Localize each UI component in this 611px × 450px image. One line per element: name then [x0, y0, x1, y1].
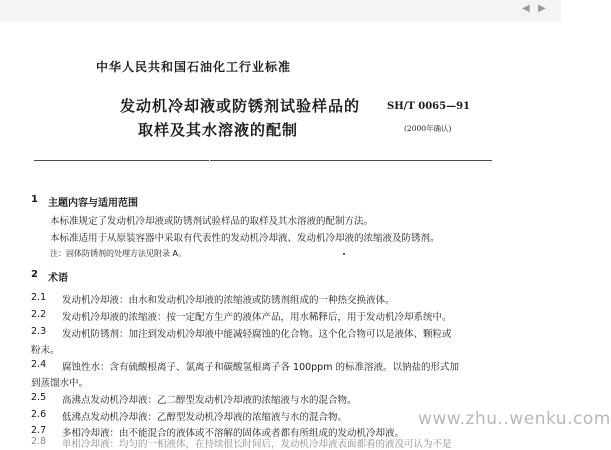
item-2-1-number: 2.1: [31, 292, 47, 303]
item-2-8-number: 2.8: [31, 436, 47, 447]
site-watermark: www.zhu..wenku.com: [418, 409, 611, 429]
section-2-heading: 术语: [48, 273, 68, 284]
next-page-arrow-icon[interactable]: ▶: [538, 3, 546, 14]
scan-speck: [343, 253, 345, 255]
item-2-7-text: 多相冷却液：由不能混合的液体或不溶解的固体或者都有所组成的发动机冷却液。: [62, 428, 405, 439]
item-2-4-continuation: 到蒸馏水中。: [31, 378, 89, 389]
section-2-number: 2: [31, 269, 38, 280]
standard-code: SH/T 0065—91: [387, 101, 470, 112]
item-2-4-text: 腐蚀性水：含有硫酸根离子、氯离子和碳酸氢根离子各 100ppm 的标准溶液。以钠盐的形式加: [62, 362, 459, 373]
section-1-heading: 主题内容与适用范围: [48, 198, 138, 209]
standard-header: 中华人民共和国石油化工行业标准: [96, 60, 292, 74]
document-page: [0, 22, 561, 450]
viewer-toolbar: [0, 0, 561, 22]
item-2-4-number: 2.4: [31, 359, 47, 370]
item-2-5-number: 2.5: [31, 392, 47, 403]
item-2-2-text: 发动机冷却液的浓缩液：按一定配方生产的液体产品，用水稀释后，用于发动机冷却系统中。: [62, 312, 452, 323]
section-1-paragraph-1: 本标准规定了发动机冷却液或防锈剂试验样品的取样及其水溶液的配制方法。: [50, 216, 374, 227]
item-2-6-text: 低沸点发动机冷却液：乙醇型发动机冷却液的浓缩液与水的混合物。: [62, 412, 348, 423]
previous-page-arrow-icon[interactable]: ◀: [522, 3, 530, 14]
item-2-3-text: 发动机防锈剂：加注到发动机冷却液中能减轻腐蚀的化合物。这个化合物可以是液体、颗粒或: [62, 329, 452, 340]
header-divider-right: [210, 160, 492, 161]
item-2-2-number: 2.2: [31, 309, 47, 320]
item-2-1-text: 发动机冷却液：由水和发动机冷却液的浓缩液或防锈剂组成的一种热交换液体。: [62, 295, 395, 306]
section-1-paragraph-2: 本标准适用于从原装容器中采取有代表性的发动机冷却液、发动机冷却液的浓缩液及防锈剂。: [50, 233, 440, 244]
item-2-8-text: 单相冷却液：均匀的一相液体，在持续很长时间后，发动机冷却液表面都看的液没可认为不是: [62, 439, 452, 450]
section-1-number: 1: [31, 194, 38, 205]
document-title-line1: 发动机冷却液或防锈剂试验样品的: [120, 97, 361, 115]
item-2-7-number: 2.7: [31, 425, 47, 436]
item-2-5-text: 高沸点发动机冷却液：乙二醇型发动机冷却液的浓缩液与水的混合物。: [62, 395, 357, 406]
item-2-3-continuation: 粉末。: [31, 345, 60, 356]
header-divider-left: [34, 160, 209, 161]
item-2-3-number: 2.3: [31, 326, 47, 337]
confirmation-year: (2000年确认): [404, 124, 452, 133]
document-title-line2: 取样及其水溶液的配制: [138, 121, 299, 139]
section-1-note: 注：固体防锈剂的处理方法见附录 A。: [50, 249, 187, 258]
item-2-6-number: 2.6: [31, 409, 47, 420]
